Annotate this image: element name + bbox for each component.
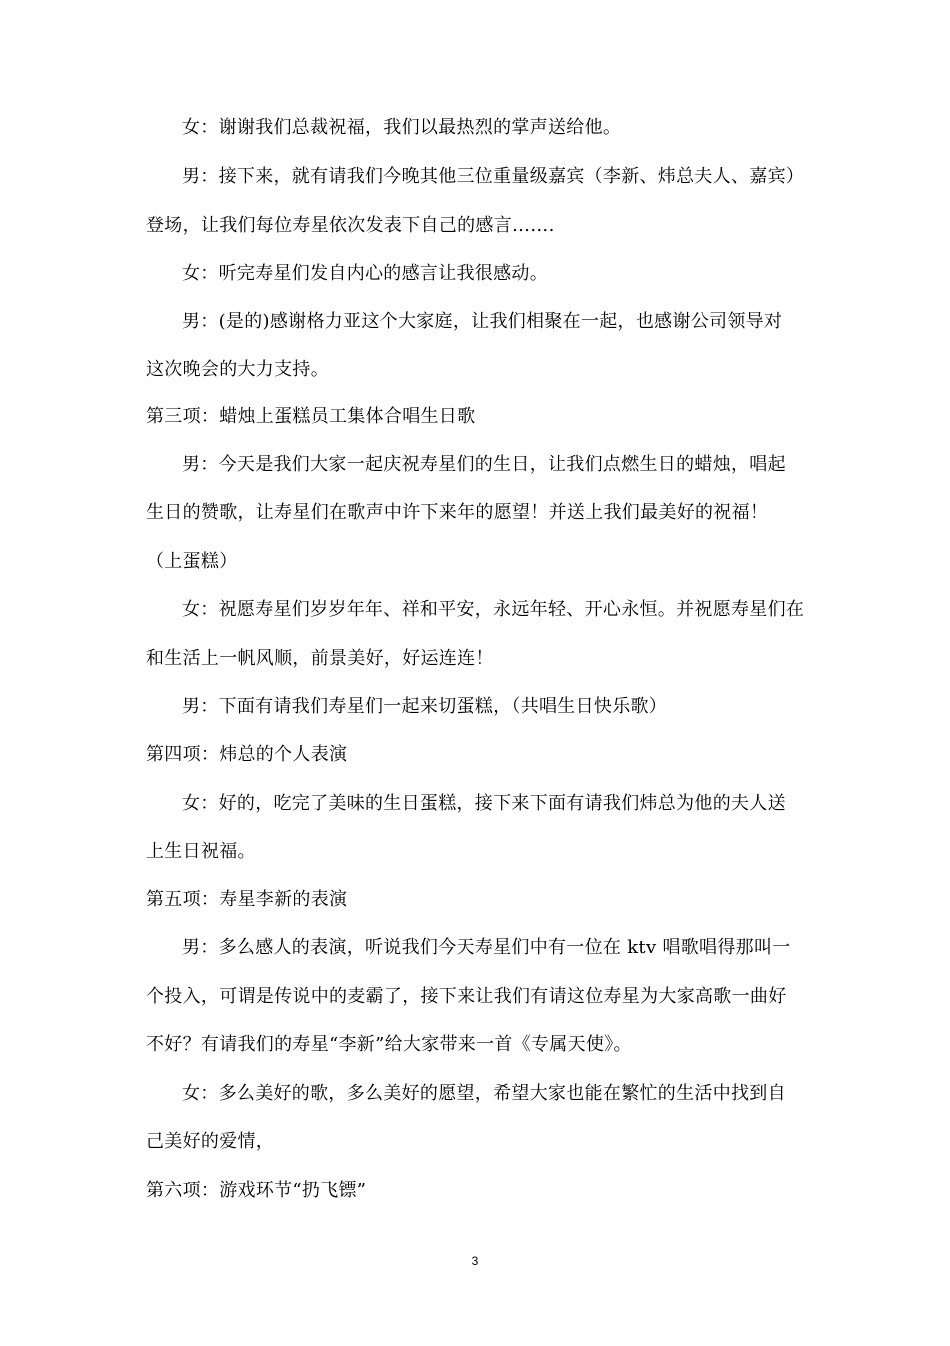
paragraph-line: 男：下面有请我们寿星们一起来切蛋糕，（共唱生日快乐歌）	[182, 696, 668, 717]
paragraph-line: 和生活上一帆风顺，前景美好，好运连连！	[146, 648, 494, 669]
paragraph-line: 女：祝愿寿星们岁岁年年、祥和平安，永远年轻、开心永恒。并祝愿寿星们在	[182, 599, 805, 620]
paragraph-line: 个投入，可谓是传说中的麦霸了，接下来让我们有请这位寿星为大家高歌一曲好	[146, 986, 787, 1007]
paragraph-line: （上蛋糕）	[146, 551, 238, 572]
section-heading: 第四项：炜总的个人表演	[146, 744, 348, 765]
paragraph-line: 登场，让我们每位寿星依次发表下自己的感言…….	[146, 215, 555, 236]
section-heading: 第三项：蜡烛上蛋糕员工集体合唱生日歌	[146, 406, 476, 427]
paragraph-line: 女：多么美好的歌，多么美好的愿望，希望大家也能在繁忙的生活中找到自	[182, 1083, 786, 1104]
paragraph-line: 这次晚会的大力支持。	[146, 359, 329, 380]
paragraph-line: 男：今天是我们大家一起庆祝寿星们的生日，让我们点燃生日的蜡烛，唱起	[182, 454, 786, 475]
page-number: 3	[471, 1254, 479, 1268]
paragraph-line: 不好？有请我们的寿星“李新”给大家带来一首《专属天使》。	[146, 1034, 632, 1055]
paragraph-line: 生日的赞歌，让寿星们在歌声中许下来年的愿望！并送上我们最美好的祝福！	[146, 502, 769, 523]
paragraph-line: 女：谢谢我们总裁祝福，我们以最热烈的掌声送给他。	[182, 117, 622, 138]
paragraph-line: 男：(是的)感谢格力亚这个大家庭，让我们相聚在一起，也感谢公司领导对	[182, 311, 783, 332]
paragraph-line: 己美好的爱情，	[146, 1131, 275, 1152]
section-heading: 第五项：寿星李新的表演	[146, 889, 348, 910]
paragraph-line: 女：好的，吃完了美味的生日蛋糕，接下来下面有请我们炜总为他的夫人送	[182, 793, 786, 814]
paragraph-line: 男：接下来，就有请我们今晚其他三位重量级嘉宾（李新、炜总夫人、嘉宾）	[182, 166, 805, 187]
paragraph-line: 上生日祝福。	[146, 841, 256, 862]
section-heading: 第六项：游戏环节“扔飞镖”	[146, 1180, 367, 1201]
paragraph-line: 男：多么感人的表演，听说我们今天寿星们中有一位在 ktv 唱歌唱得那叫一	[182, 937, 791, 958]
paragraph-line: 女：听完寿星们发自内心的感言让我很感动。	[182, 263, 548, 284]
